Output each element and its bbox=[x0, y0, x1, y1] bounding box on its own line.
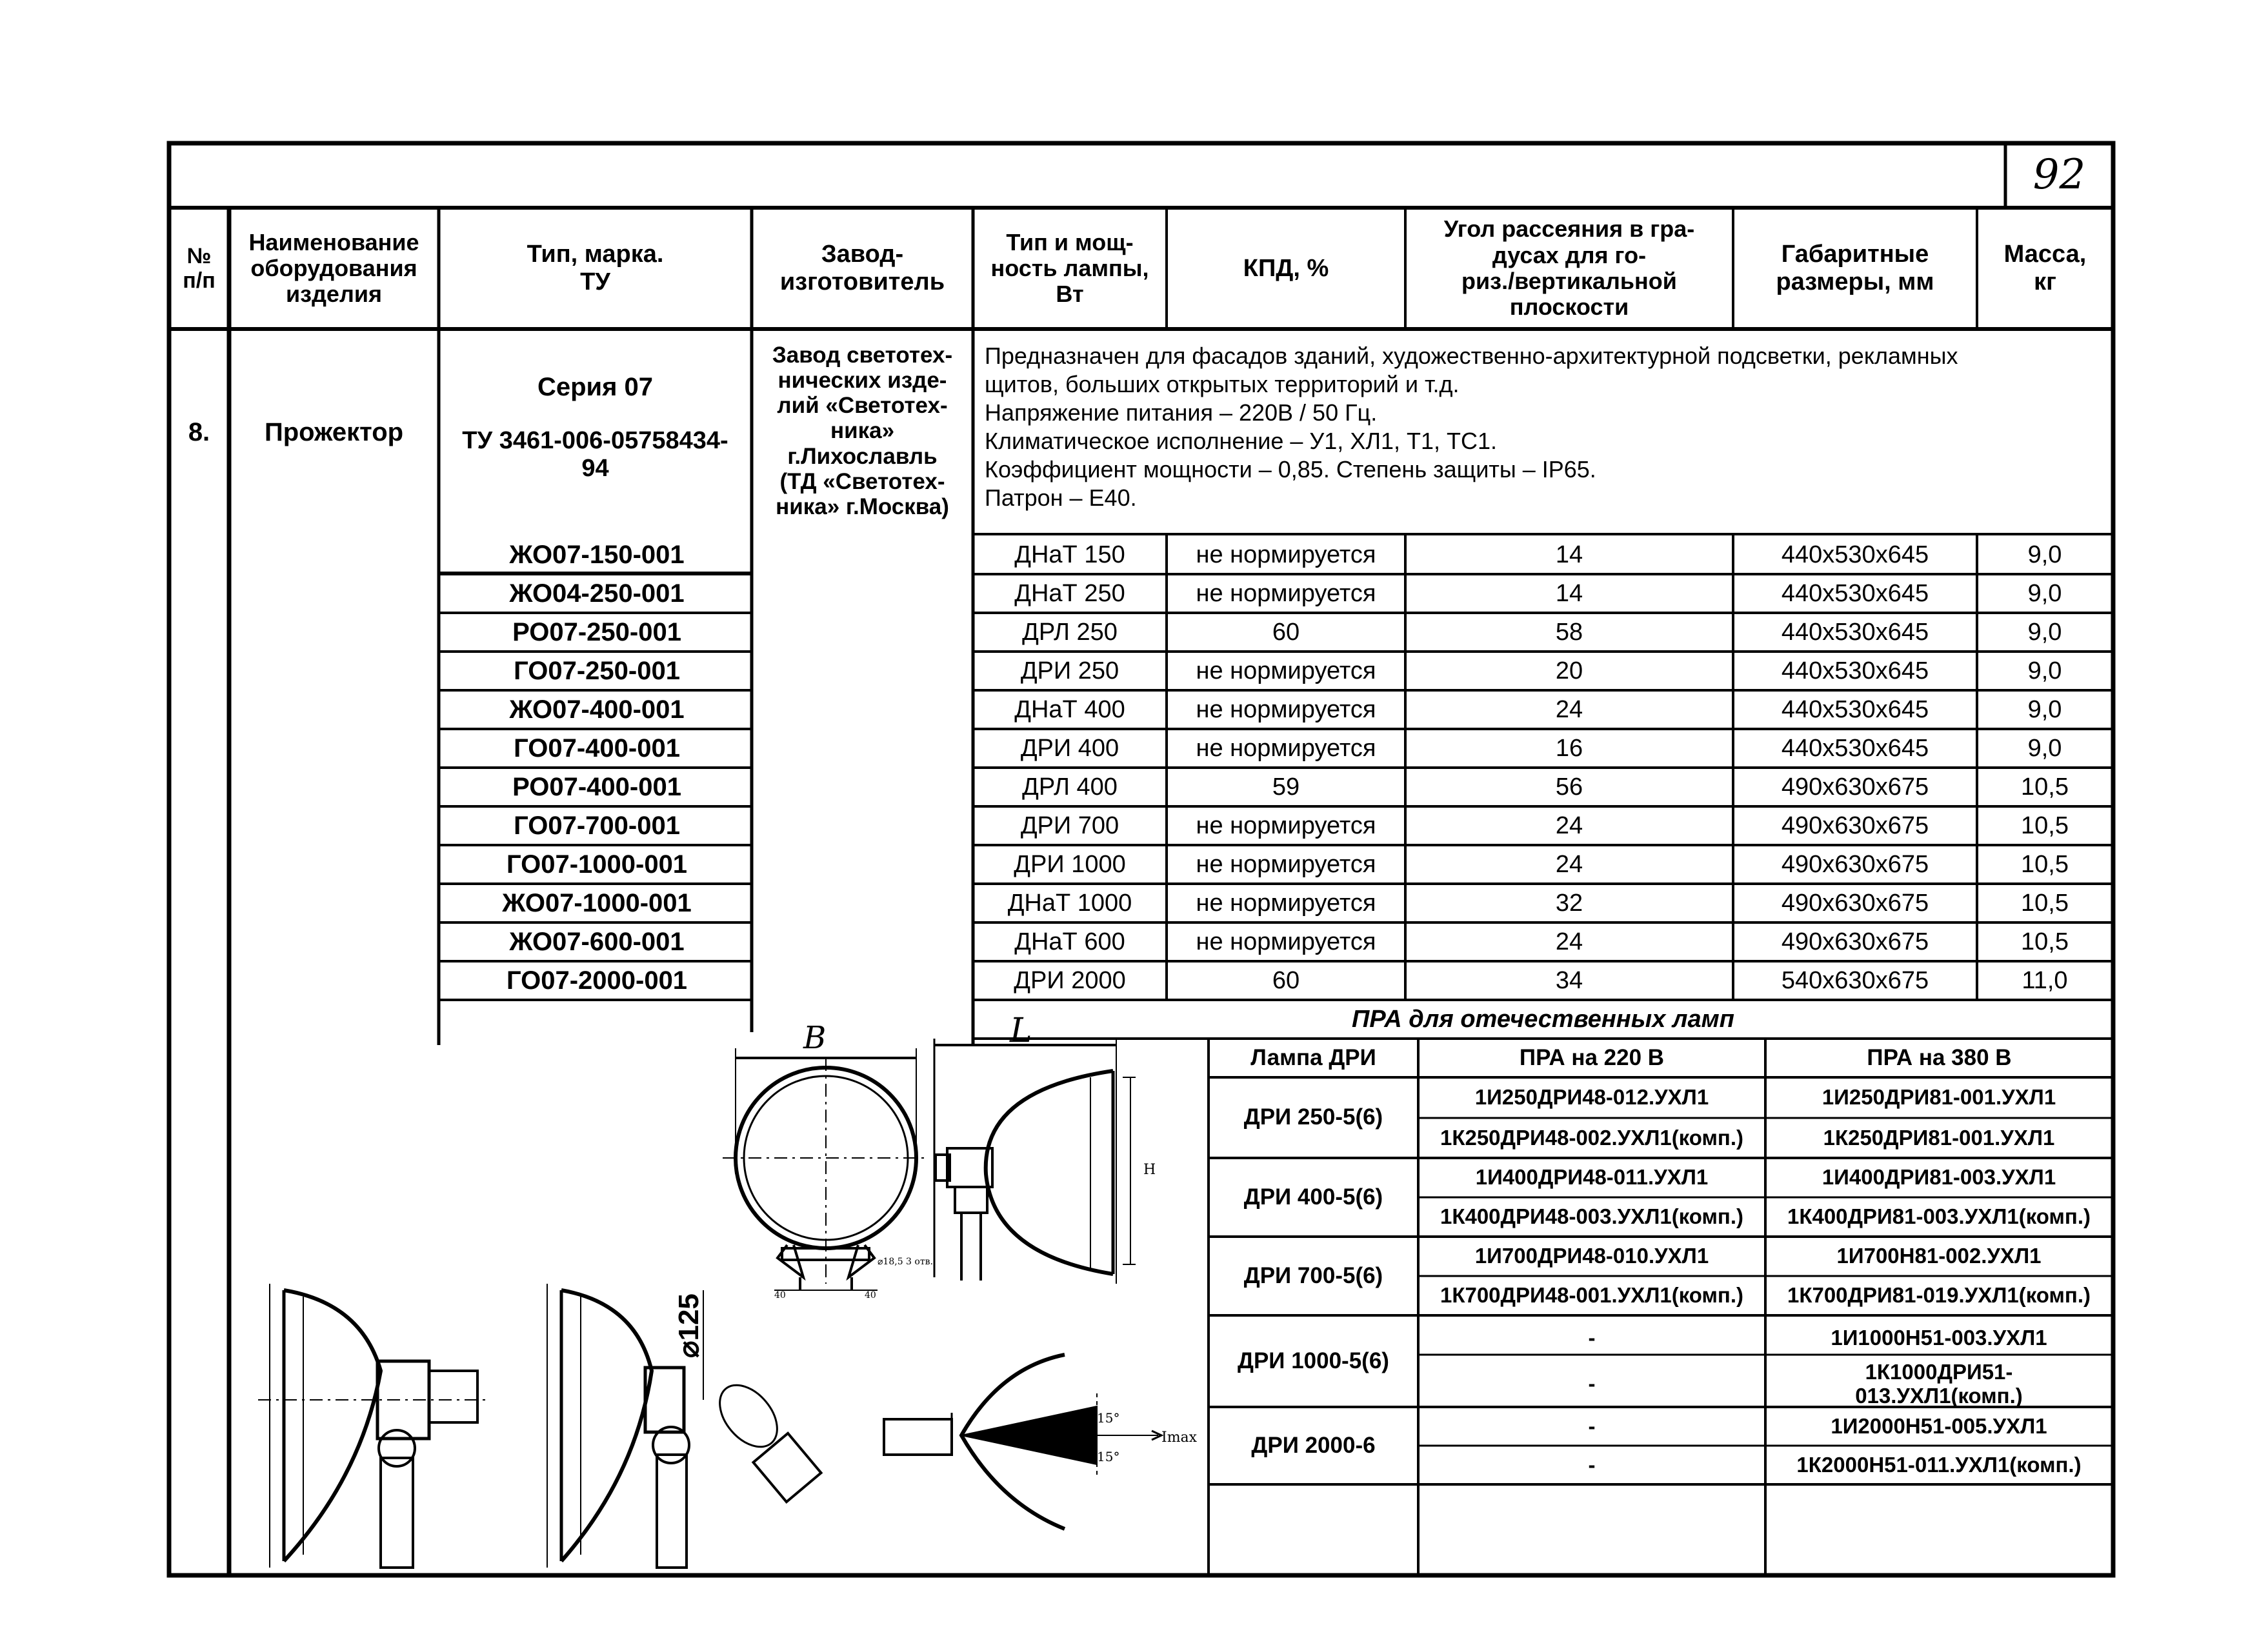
header-maker: Завод- изготовитель bbox=[779, 241, 945, 295]
ballast-380: 1И2000Н51-005.УХЛ1 bbox=[1831, 1413, 2047, 1438]
cell-model: ГО07-400-001 bbox=[514, 733, 680, 763]
cell-mass: 10,5 bbox=[2021, 928, 2069, 955]
cell-efficiency: не нормируется bbox=[1196, 889, 1376, 917]
ballast-lamp: ДРИ 700-5(6) bbox=[1243, 1262, 1383, 1288]
label-angle-top: 15° bbox=[1097, 1410, 1120, 1426]
ballast-380: 1И700Н81-002.УХЛ1 bbox=[1836, 1244, 2042, 1268]
cell-model: ЖО07-150-001 bbox=[509, 540, 685, 569]
label-dim-c: ⌀18,5 3 отв. bbox=[878, 1257, 933, 1267]
cell-lamp: ДРИ 400 bbox=[1020, 734, 1119, 762]
ballast-220: - bbox=[1588, 1413, 1596, 1438]
cell-angle: 14 bbox=[1555, 541, 1583, 568]
ballast-380: 1И400ДРИ81-003.УХЛ1 bbox=[1821, 1165, 2056, 1190]
label-b: B bbox=[803, 1020, 827, 1056]
ballast-title: ПРА для отечественных ламп bbox=[1352, 1005, 1734, 1033]
ballast-header-380: ПРА на 380 В bbox=[1867, 1045, 2012, 1071]
cell-mass: 9,0 bbox=[2027, 618, 2062, 646]
cell-efficiency: не нормируется bbox=[1196, 812, 1376, 839]
header-dims: Габаритные размеры, мм bbox=[1776, 241, 1934, 295]
header-efficiency: КПД, % bbox=[1243, 254, 1329, 282]
item-description: Предназначен для фасадов зданий, художественно-архитектурной подсветки, рекламных щитов, больших открытых территорий и т.д. Напряжение питания – 220В / 50 Гц. Климатическое исполнение – У1, ХЛ1, Т1, ТС1. Коэффициент мощности – 0,85. Степень защиты – IP65. Патрон – Е40. bbox=[985, 343, 1958, 511]
cell-model: ЖО04-250-001 bbox=[509, 579, 685, 608]
cell-lamp: ДНаТ 400 bbox=[1014, 695, 1125, 723]
cell-dims: 440х530х645 bbox=[1781, 618, 1929, 646]
cell-angle: 16 bbox=[1555, 734, 1583, 762]
cell-lamp: ДНаТ 150 bbox=[1014, 541, 1125, 568]
ballast-380: 1И1000Н51-003.УХЛ1 bbox=[1831, 1326, 2047, 1350]
cell-efficiency: 59 bbox=[1272, 773, 1300, 801]
cell-efficiency: не нормируется bbox=[1196, 695, 1376, 723]
page-number: 92 bbox=[2032, 151, 2086, 199]
cell-mass: 10,5 bbox=[2021, 850, 2069, 878]
cell-angle: 24 bbox=[1555, 812, 1583, 839]
cell-dims: 490х630х675 bbox=[1781, 928, 1929, 955]
cell-lamp: ДНаТ 250 bbox=[1014, 579, 1125, 607]
cell-angle: 24 bbox=[1555, 850, 1583, 878]
cell-lamp: ДРЛ 250 bbox=[1022, 618, 1118, 646]
ballast-220: 1К400ДРИ48-003.УХЛ1(комп.) bbox=[1440, 1204, 1744, 1229]
ballast-380: 1К1000ДРИ51- 013.УХЛ1(комп.) bbox=[1855, 1360, 2023, 1408]
cell-efficiency: не нормируется bbox=[1196, 928, 1376, 955]
ballast-380: 1К2000Н51-011.УХЛ1(комп.) bbox=[1796, 1452, 2082, 1477]
cell-dims: 490х630х675 bbox=[1781, 889, 1929, 917]
ballast-380: 1И250ДРИ81-001.УХЛ1 bbox=[1821, 1085, 2056, 1110]
cell-lamp: ДНаТ 600 bbox=[1014, 928, 1125, 955]
label-dim-b: 40 bbox=[865, 1290, 876, 1301]
cell-mass: 10,5 bbox=[2021, 889, 2069, 917]
front-view-drawing bbox=[723, 1048, 929, 1290]
cell-model: ЖО07-600-001 bbox=[509, 927, 685, 956]
side-view-drawing bbox=[934, 1039, 1136, 1284]
cell-model: ГО07-1000-001 bbox=[506, 850, 688, 879]
cell-mass: 10,5 bbox=[2021, 812, 2069, 839]
cell-angle: 20 bbox=[1555, 657, 1583, 684]
cell-model: РО07-400-001 bbox=[512, 772, 681, 801]
cell-dims: 440х530х645 bbox=[1781, 695, 1929, 723]
cell-model: ЖО07-400-001 bbox=[509, 695, 685, 724]
cell-model: ЖО07-1000-001 bbox=[502, 888, 692, 917]
cell-angle: 24 bbox=[1555, 928, 1583, 955]
cell-model: ГО07-250-001 bbox=[514, 656, 680, 685]
cell-mass: 9,0 bbox=[2027, 734, 2062, 762]
cell-mass: 9,0 bbox=[2027, 541, 2062, 568]
ballast-lamp: ДРИ 250-5(6) bbox=[1243, 1104, 1383, 1130]
cell-lamp: ДРИ 1000 bbox=[1014, 850, 1126, 878]
label-l: L bbox=[1010, 1012, 1032, 1050]
header-mass: Масса, кг bbox=[2003, 241, 2087, 295]
header-name: Наименование оборудования изделия bbox=[248, 228, 419, 308]
item-tu: ТУ 3461-006-05758434- 94 bbox=[462, 427, 728, 482]
label-angle-bottom: 15° bbox=[1097, 1449, 1120, 1464]
cell-efficiency: 60 bbox=[1272, 618, 1300, 646]
label-h: H bbox=[1143, 1162, 1156, 1178]
cell-dims: 440х530х645 bbox=[1781, 541, 1929, 568]
header-angle: Угол рассеяния в гра- дусах для го- риз./вертикальной плоскости bbox=[1443, 215, 1695, 321]
beam-angle-drawing bbox=[884, 1355, 1161, 1529]
ballast-header-220: ПРА на 220 В bbox=[1519, 1045, 1665, 1071]
item-series: Серия 07 bbox=[537, 372, 654, 401]
ballast-220: - bbox=[1588, 1326, 1596, 1350]
header-lamp: Тип и мощ- ность лампы, Вт bbox=[990, 228, 1149, 308]
cell-efficiency: не нормируется bbox=[1196, 579, 1376, 607]
ballast-lamp: ДРИ 400-5(6) bbox=[1243, 1184, 1383, 1210]
cell-lamp: ДНаТ 1000 bbox=[1007, 889, 1132, 917]
cell-lamp: ДРЛ 400 bbox=[1022, 773, 1118, 801]
item-name: Прожектор bbox=[264, 417, 404, 446]
cell-mass: 9,0 bbox=[2027, 579, 2062, 607]
label-dim-a: 40 bbox=[774, 1290, 786, 1301]
cell-angle: 34 bbox=[1555, 966, 1583, 994]
ballast-220: 1И250ДРИ48-012.УХЛ1 bbox=[1474, 1085, 1709, 1110]
cell-efficiency: не нормируется bbox=[1196, 850, 1376, 878]
cell-lamp: ДРИ 700 bbox=[1020, 812, 1119, 839]
label-imax: Imax bbox=[1161, 1430, 1198, 1446]
cell-dims: 490х630х675 bbox=[1781, 850, 1929, 878]
projector-drawing-1 bbox=[258, 1284, 490, 1568]
ballast-380: 1К700ДРИ81-019.УХЛ1(комп.) bbox=[1787, 1283, 2091, 1308]
cell-mass: 9,0 bbox=[2027, 695, 2062, 723]
cell-efficiency: не нормируется bbox=[1196, 657, 1376, 684]
cell-dims: 440х530х645 bbox=[1781, 657, 1929, 684]
cell-dims: 490х630х675 bbox=[1781, 812, 1929, 839]
label-diameter: ⌀125 bbox=[673, 1293, 705, 1358]
ballast-380: 1К250ДРИ81-001.УХЛ1 bbox=[1823, 1125, 2055, 1150]
cell-lamp: ДРИ 2000 bbox=[1014, 966, 1126, 994]
cell-model: РО07-250-001 bbox=[512, 617, 681, 646]
header-num: № п/п bbox=[183, 243, 216, 293]
ballast-header-lamp: Лампа ДРИ bbox=[1250, 1045, 1376, 1071]
cell-dims: 490х630х675 bbox=[1781, 773, 1929, 801]
ballast-220: 1И700ДРИ48-010.УХЛ1 bbox=[1474, 1244, 1709, 1268]
header-type: Тип, марка. ТУ bbox=[527, 241, 664, 295]
cell-model: ГО07-2000-001 bbox=[506, 966, 688, 995]
cell-angle: 58 bbox=[1555, 618, 1583, 646]
cell-model: ГО07-700-001 bbox=[514, 811, 680, 840]
cell-efficiency: не нормируется bbox=[1196, 734, 1376, 762]
item-maker: Завод светотех- нических изде- лий «Светотех- ника» г.Лихославль (ТД «Светотех- ника» г.Москва) bbox=[772, 342, 953, 519]
cell-dims: 440х530х645 bbox=[1781, 579, 1929, 607]
ballast-220: 1К250ДРИ48-002.УХЛ1(комп.) bbox=[1440, 1125, 1744, 1150]
cell-efficiency: не нормируется bbox=[1196, 541, 1376, 568]
ballast-lamp: ДРИ 2000-6 bbox=[1251, 1432, 1376, 1458]
cell-angle: 32 bbox=[1555, 889, 1583, 917]
ballast-220: 1И400ДРИ48-011.УХЛ1 bbox=[1475, 1165, 1709, 1190]
ballast-380: 1К400ДРИ81-003.УХЛ1(комп.) bbox=[1787, 1204, 2091, 1229]
ballast-220: 1К700ДРИ48-001.УХЛ1(комп.) bbox=[1440, 1283, 1744, 1308]
cell-dims: 540х630х675 bbox=[1781, 966, 1929, 994]
ballast-220: - bbox=[1588, 1371, 1596, 1396]
cell-efficiency: 60 bbox=[1272, 966, 1300, 994]
item-number: 8. bbox=[188, 417, 210, 446]
ballast-lamp: ДРИ 1000-5(6) bbox=[1238, 1348, 1389, 1373]
cell-mass: 10,5 bbox=[2021, 773, 2069, 801]
cell-mass: 9,0 bbox=[2027, 657, 2062, 684]
cell-lamp: ДРИ 250 bbox=[1020, 657, 1119, 684]
cell-angle: 14 bbox=[1555, 579, 1583, 607]
cell-dims: 440х530х645 bbox=[1781, 734, 1929, 762]
cell-mass: 11,0 bbox=[2022, 966, 2068, 994]
ballast-220: - bbox=[1588, 1452, 1596, 1477]
cell-angle: 56 bbox=[1555, 773, 1583, 801]
cell-angle: 24 bbox=[1555, 695, 1583, 723]
